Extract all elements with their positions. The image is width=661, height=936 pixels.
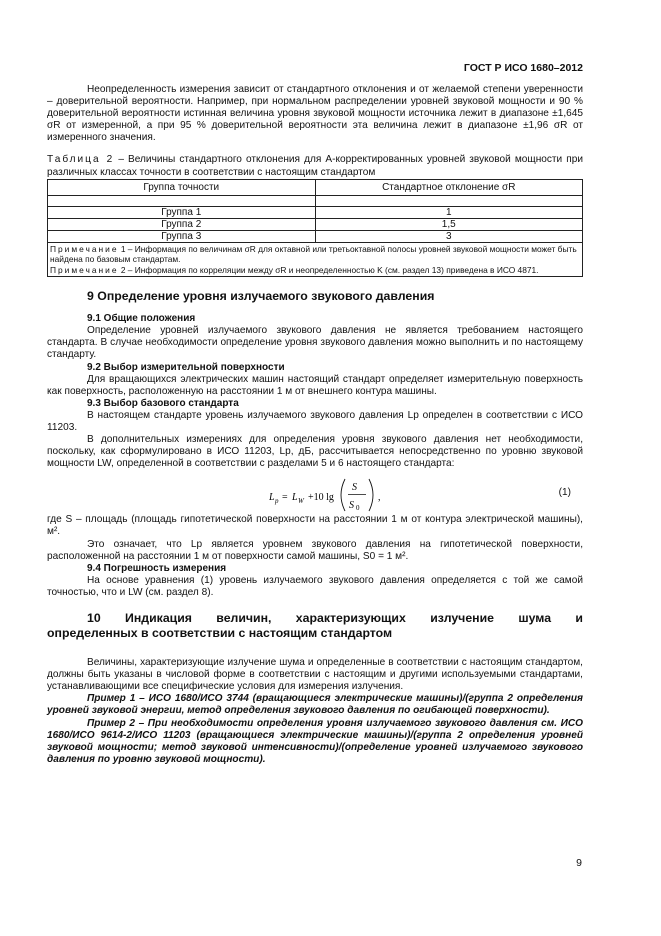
- table-row: [48, 230, 583, 242]
- std-deviation-table: [47, 179, 583, 278]
- section-10-title: [47, 611, 583, 641]
- header-sd: Стандартное отклонение σR: [315, 179, 583, 195]
- svg-text:L: L: [292, 492, 298, 504]
- example-2: Пример 2 – При необходимости определения уровня излучаемого звукового давления см. ИСО 1680/ИСО 9614-2/ИСО 11203 (вращающиеся электрические машины)/(группа 2 определения уровней звуковой мощности; метод звуковой интенсивности)/(определение уровней излучаемого звукового давления по уровню звуковой мощности).: [47, 717, 583, 765]
- svg-text:=: =: [282, 492, 288, 504]
- note-2: 2 – Информация по корреляции между σR и неопределенностью K (см. раздел 13) приведена в ИСО 4871.: [120, 264, 539, 275]
- intro-paragraph: Неопределенность измерения зависит от стандартного отклонения и от желаемой степени уверенности – доверительной вероятности. Например, при нормальном распределении уровней звуковой мощности и 90 % доверительной вероятности истинная величина уровня звуковой мощности источника лежит в диапазоне ±1,645 σR от измеренной, а при 95 % доверительной вероятности эта величина лежит в диапазоне ±1,96 σR от измеренного значения.: [47, 84, 583, 144]
- table-caption-label: Таблица 2: [47, 154, 115, 166]
- table-header-row: [48, 179, 583, 195]
- section-9-3-text-2: В дополнительных измерениях для определения уровня звукового давления нет необходимости, поскольку, как сформулировано в ИСО 11203, Lp, дБ, рассчитывается непосредственно по уровню звуковой мощности LW, определенной в соответствии с разделами 5 и 6 настоящего стандарта:: [47, 434, 583, 470]
- group-cell: Группа 2: [48, 218, 316, 230]
- group-cell: Группа 3: [48, 230, 316, 242]
- header-group: Группа точности: [48, 179, 316, 195]
- section-9-2-text: Для вращающихся электрических машин настоящий стандарт определяет измерительную поверхность как поверхность, расположенную на расстоянии 1 м от внешнего контура машины.: [47, 373, 583, 397]
- section-9-3-text-1: В настоящем стандарте уровень излучаемого звукового давления Lp определен в соответствии с ИСО 11203.: [47, 409, 583, 433]
- section-10-title-line-1: 10 Индикация величин, характеризующих излучение шума и: [87, 611, 583, 626]
- svg-text:0: 0: [356, 504, 360, 513]
- note-label: Примечание: [50, 243, 119, 254]
- svg-text:S: S: [352, 482, 357, 494]
- document-header: ГОСТ Р ИСО 1680–2012: [463, 62, 583, 74]
- page-number: 9: [576, 857, 582, 869]
- formula-lp: [269, 476, 419, 514]
- svg-text:,: ,: [378, 492, 381, 504]
- note-label: Примечание: [50, 264, 119, 275]
- example-1: Пример 1 – ИСО 1680/ИСО 3744 (вращающиеся электрические машины)/(группа 2 определения уровней звуковой энергии, метод определения звукового давления по огибающей поверхности).: [47, 693, 583, 717]
- sd-cell: 1: [315, 206, 583, 218]
- svg-text:W: W: [298, 497, 304, 506]
- note-1: 1 – Информация по величинам σR для октавной или третьоктавной полосы уровней звуковой мощности может быть найдена по базовым стандартам.: [50, 243, 577, 265]
- table-caption: [47, 154, 583, 178]
- section-9-2-title: 9.2 Выбор измерительной поверхности: [87, 361, 285, 373]
- formula-number: (1): [558, 487, 571, 499]
- section-10-text: Величины, характеризующие излучение шума и определенные в соответствии с настоящим стандартом, должны быть указаны в числовой форме в соответствии с настоящим и другими используемыми стандартами, устанавливающими все специфические условия для измерения излучения.: [47, 657, 583, 693]
- section-9-1-text: Определение уровней излучаемого звукового давления не является требованием настоящего стандарта. В случае необходимости определение уровня звукового давления можно выполнить и по настоящему стандарту.: [47, 325, 583, 361]
- table-note: [48, 242, 583, 277]
- svg-text:S: S: [349, 500, 354, 512]
- section-9-4-title: 9.4 Погрешность измерения: [87, 562, 227, 574]
- svg-text:L: L: [269, 492, 275, 504]
- table-caption-text: – Величины стандартного отклонения для А-корректированных уровней звуковой мощности при различных классах точности в соответствии с настоящим стандартом: [47, 154, 583, 178]
- svg-text:p: p: [275, 497, 279, 506]
- where-text: где S – площадь (площадь гипотетической поверхности на расстоянии 1 м от контура электрической машины), м².: [47, 514, 583, 538]
- table-row: [48, 218, 583, 230]
- sd-cell: 1,5: [315, 218, 583, 230]
- formula-1: [47, 474, 583, 514]
- section-9-title: 9 Определение уровня излучаемого звукового давления: [87, 289, 435, 304]
- meaning-text: Это означает, что Lp является уровнем звукового давления на гипотетической поверхности, расположенной на расстоянии 1 м от поверхности самой машины, S0 = 1 м².: [47, 538, 583, 562]
- section-9-4-text: На основе уравнения (1) уровень излучаемого звукового давления определяется с той же самой точностью, что и LW (см. раздел 8).: [47, 574, 583, 598]
- section-9-1-title: 9.1 Общие положения: [87, 313, 196, 325]
- table-gap-row: [48, 195, 583, 206]
- section-9-3-title: 9.3 Выбор базового стандарта: [87, 397, 239, 409]
- sd-cell: 3: [315, 230, 583, 242]
- table-row: [48, 206, 583, 218]
- group-cell: Группа 1: [48, 206, 316, 218]
- section-10-title-line-2: определенных в соответствии с настоящим стандартом: [47, 626, 393, 641]
- svg-text:+10 lg: +10 lg: [308, 492, 334, 504]
- table-note-row: [48, 242, 583, 277]
- document-body: [47, 84, 583, 766]
